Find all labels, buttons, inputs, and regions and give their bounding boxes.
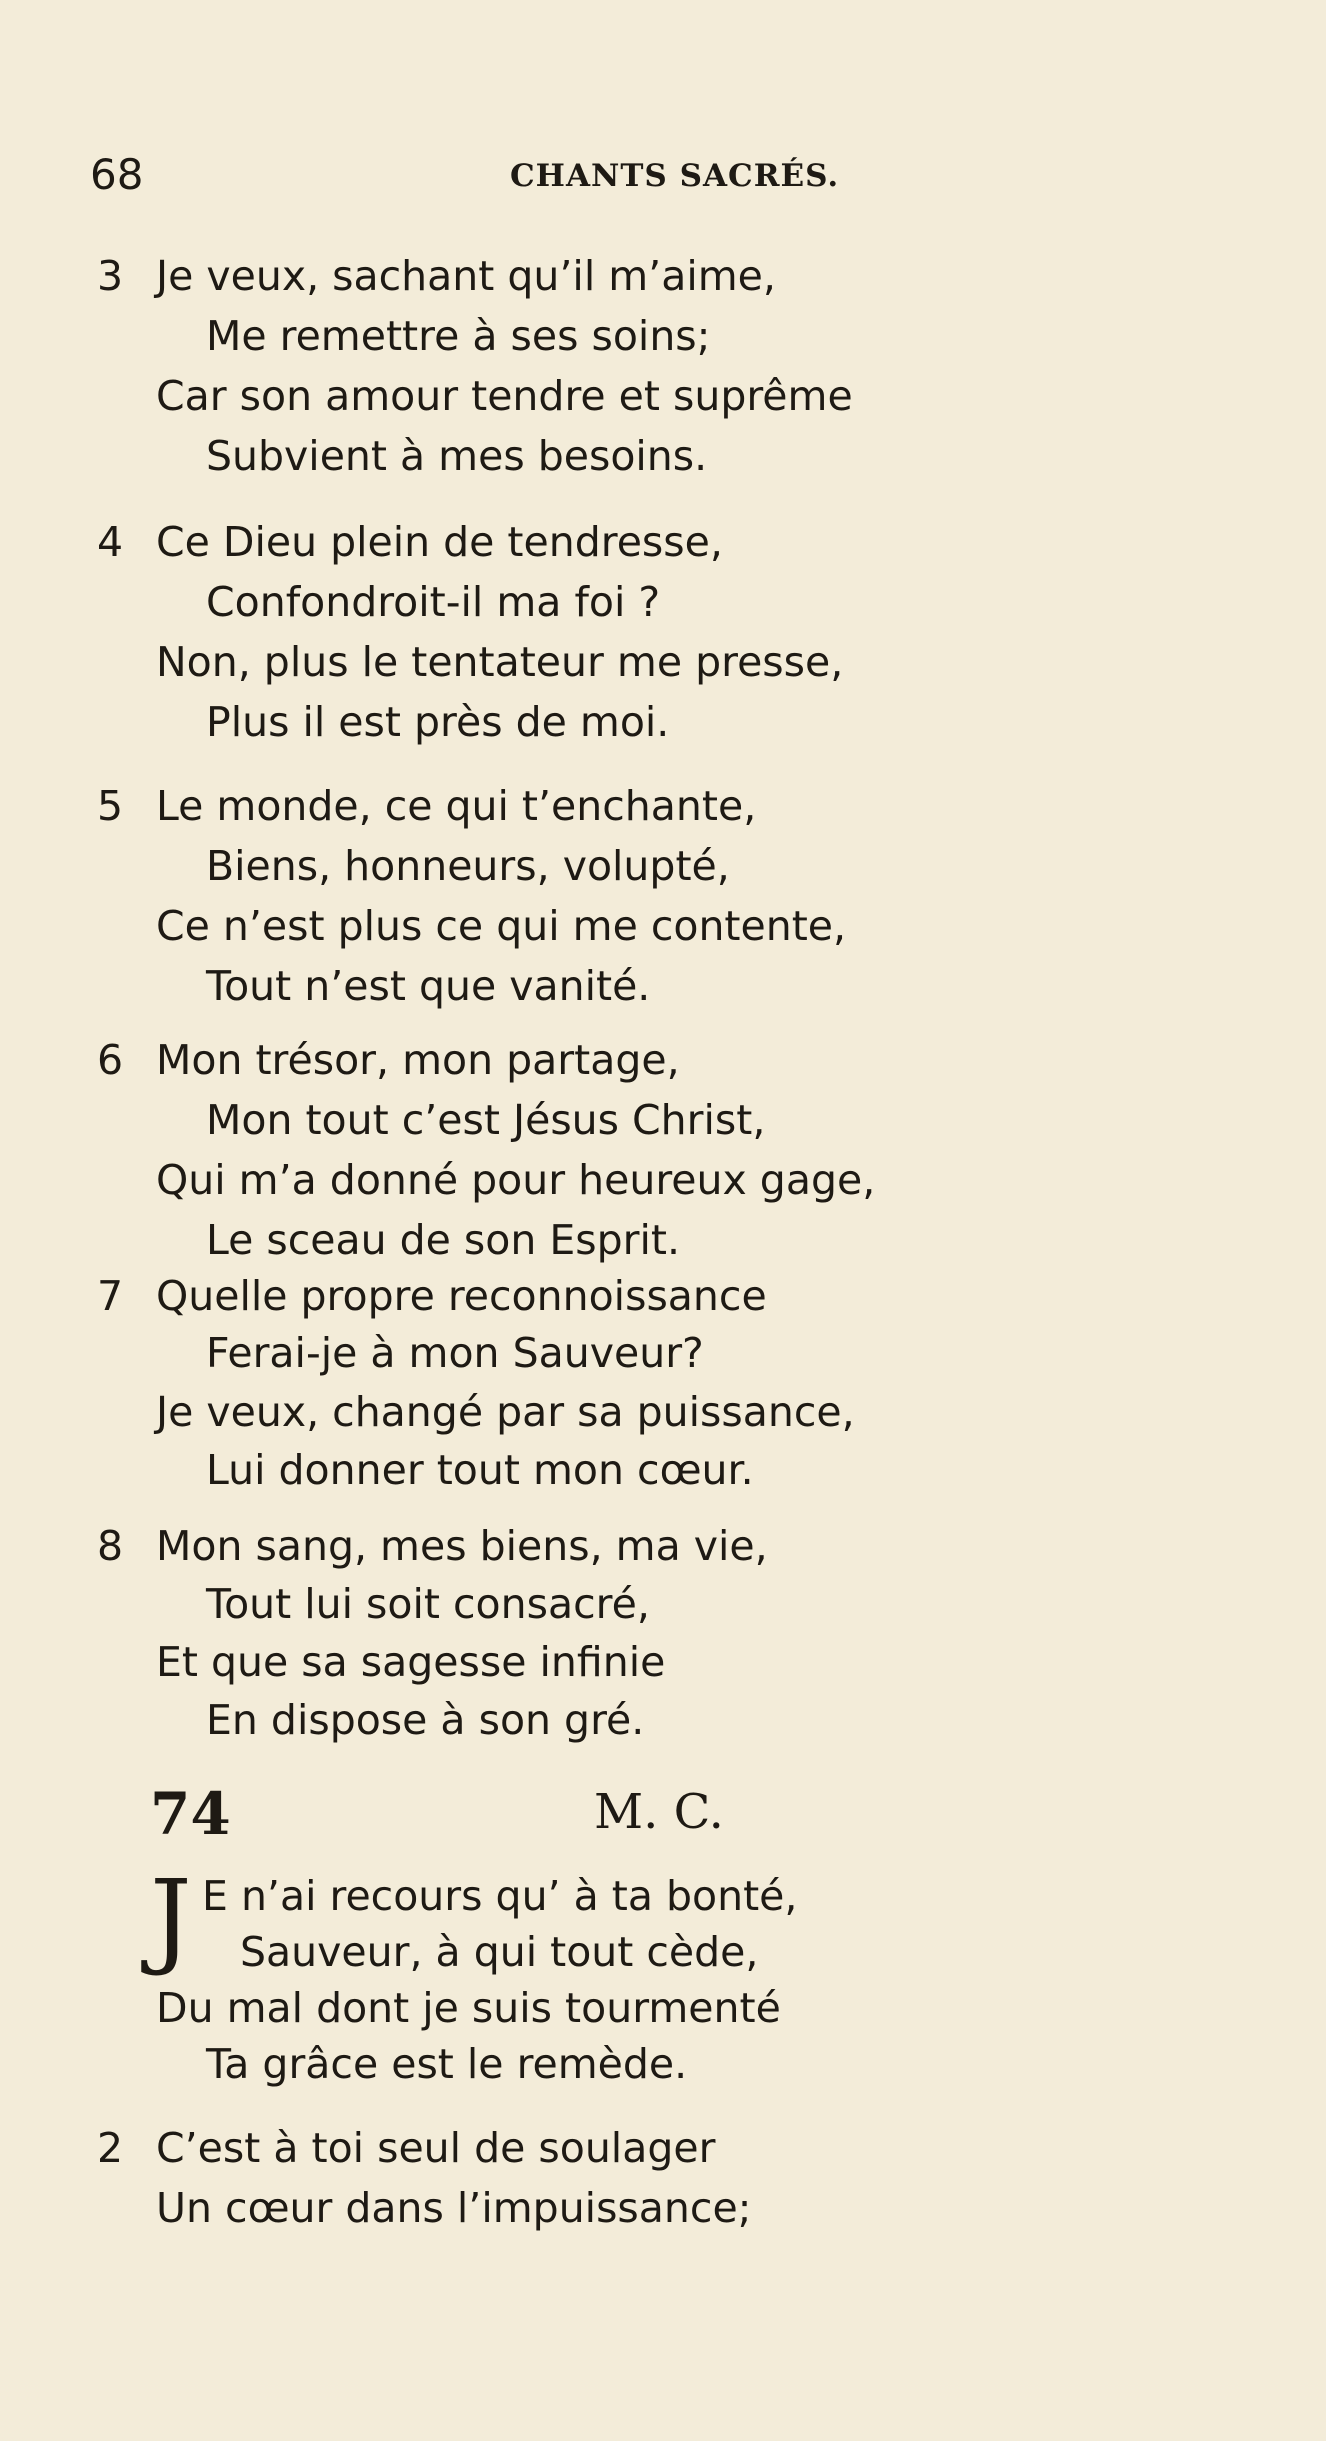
running-head: CHANTS SACRÉS. (510, 158, 840, 194)
stanza-number: 7 (97, 1272, 124, 1320)
verse-line: Qui m’a donné pour heureux gage, (156, 1156, 876, 1204)
verse-line: Mon trésor, mon partage, (156, 1036, 680, 1084)
stanza-number: 3 (97, 252, 124, 300)
verse-line: En dispose à son gré. (206, 1696, 645, 1744)
stanza-number: 5 (97, 782, 124, 830)
verse-line: Ta grâce est le remède. (206, 2040, 688, 2088)
verse-line: Car son amour tendre et suprême (156, 372, 853, 420)
stanza-number: 6 (97, 1036, 124, 1084)
verse-line: C’est à toi seul de soulager (156, 2124, 716, 2172)
verse-line: Et que sa sagesse infinie (156, 1638, 666, 1686)
verse-line: Quelle propre reconnoissance (156, 1272, 767, 1320)
hymn-number: 74 (150, 1780, 231, 1848)
verse-line: Tout n’est que vanité. (206, 962, 651, 1010)
verse-line: Mon tout c’est Jésus Christ, (206, 1096, 766, 1144)
verse-line: Non, plus le tentateur me presse, (156, 638, 844, 686)
verse-line: Mon sang, mes biens, ma vie, (156, 1522, 768, 1570)
hymn-author: M. C. (594, 1784, 724, 1840)
verse-line: Le monde, ce qui t’enchante, (156, 782, 757, 830)
verse-line: Un cœur dans l’impuissance; (156, 2184, 752, 2232)
verse-line: Ce Dieu plein de tendresse, (156, 518, 723, 566)
verse-line: Je veux, sachant qu’il m’aime, (156, 252, 776, 300)
verse-line: Ferai-je à mon Sauveur? (206, 1329, 704, 1377)
verse-line: Ce n’est plus ce qui me contente, (156, 902, 847, 950)
verse-line: Plus il est près de moi. (206, 698, 670, 746)
verse-line: Sauveur, à qui tout cède, (240, 1928, 759, 1976)
verse-line: Biens, honneurs, volupté, (206, 842, 730, 890)
verse-line: Me remettre à ses soins; (206, 312, 711, 360)
verse-line: Du mal dont je suis tourmenté (156, 1984, 781, 2032)
verse-line: Le sceau de son Esprit. (206, 1216, 681, 1264)
verse-line: Je veux, changé par sa puissance, (156, 1388, 855, 1436)
verse-line: Subvient à mes besoins. (206, 432, 708, 480)
stanza-number: 2 (97, 2124, 124, 2172)
stanza-number: 4 (97, 518, 124, 566)
stanza-number: 8 (97, 1522, 124, 1570)
verse-line: Tout lui soit consacré, (206, 1580, 650, 1628)
verse-line: Lui donner tout mon cœur. (206, 1446, 754, 1494)
page-number: 68 (90, 150, 144, 199)
verse-line: E n’ai recours qu’ à ta bonté, (202, 1872, 798, 1920)
verse-line: Confondroit-il ma foi ? (206, 578, 661, 626)
drop-cap: J (150, 1857, 192, 1979)
